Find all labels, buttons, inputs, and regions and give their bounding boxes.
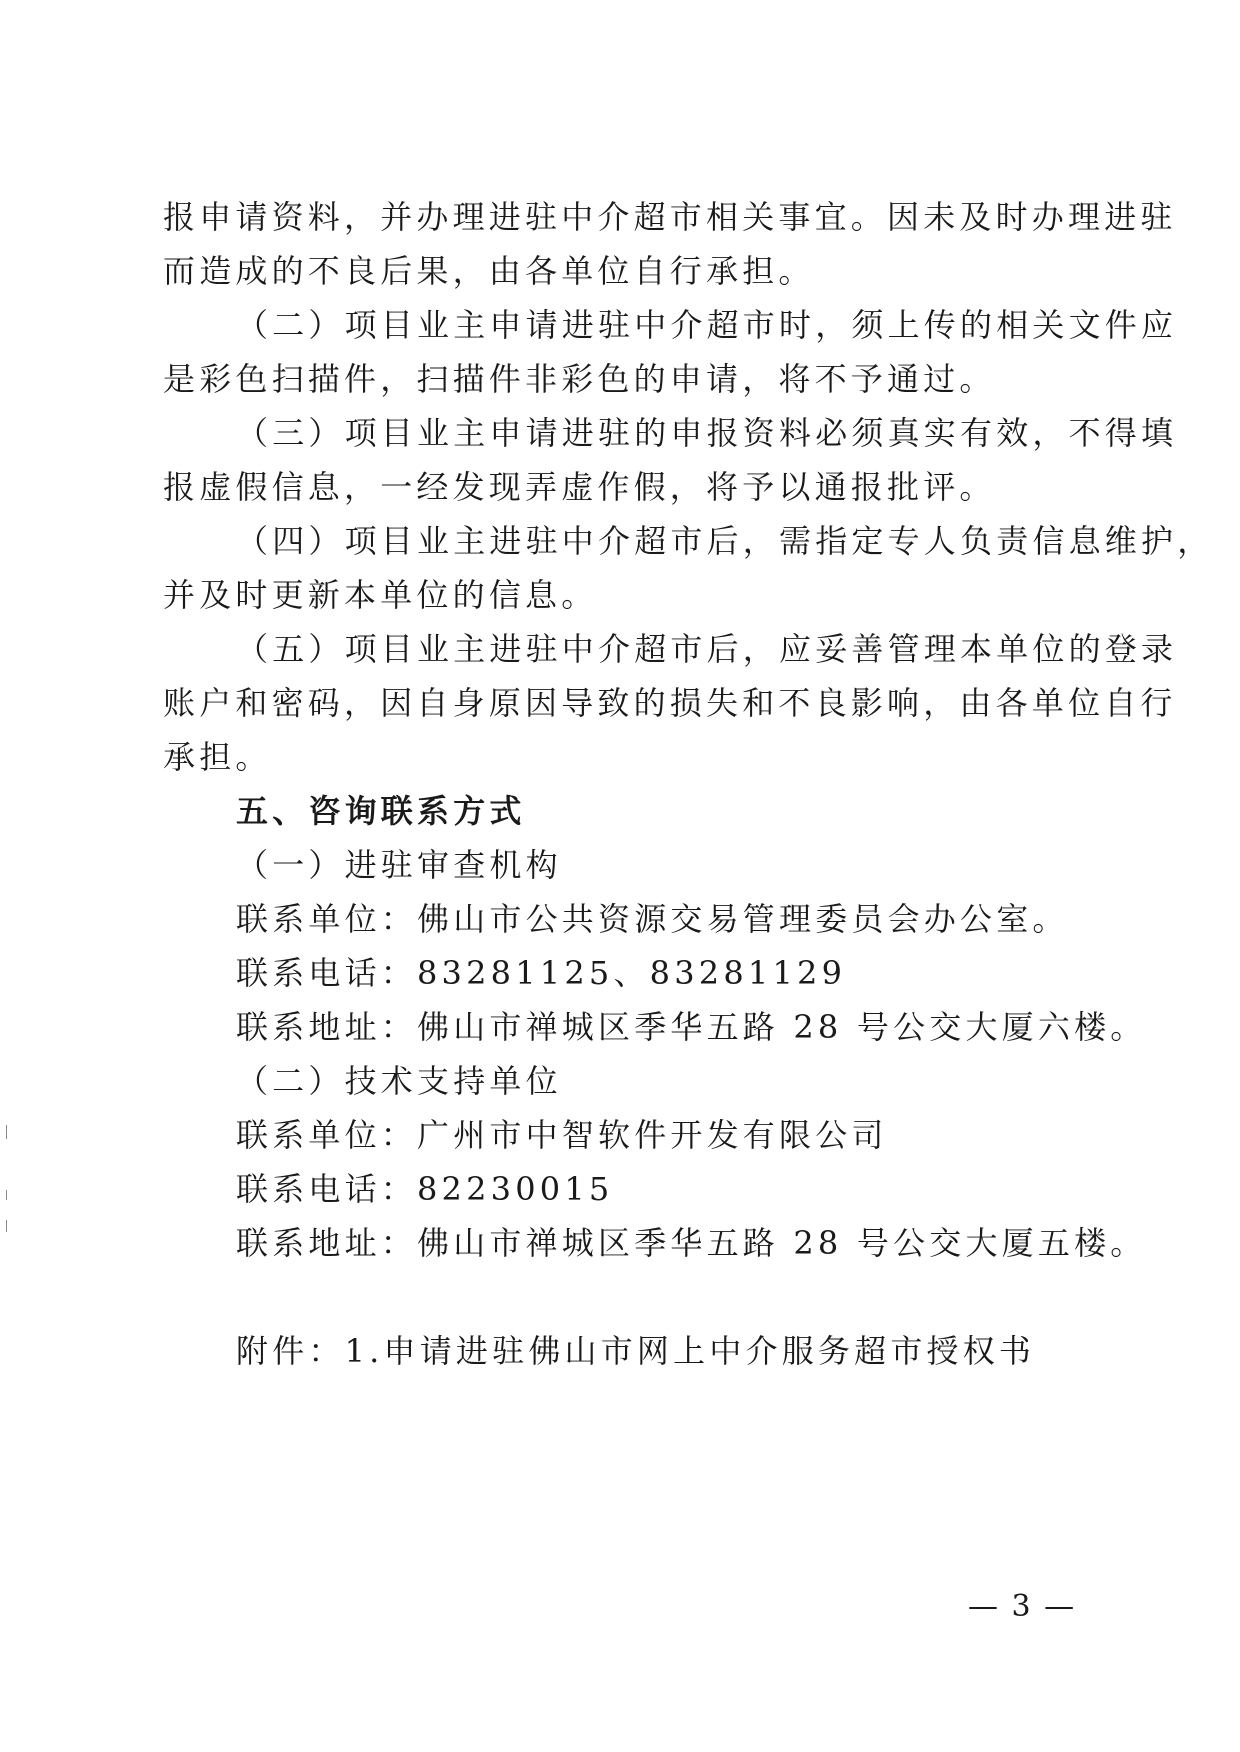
body-text-line: （四）项目业主进驻中介超市后，需指定专人负责信息维护， <box>236 522 1214 560</box>
body-text-line: 报申请资料，并办理进驻中介超市相关事宜。因未及时办理进驻 <box>163 198 1177 236</box>
body-text-line: （三）项目业主申请进驻的申报资料必须真实有效，不得填 <box>236 414 1178 452</box>
body-text-line: 承担。 <box>163 738 272 776</box>
section-heading: 五、咨询联系方式 <box>236 792 526 830</box>
attachment-note: 附件：1.申请进驻佛山市网上中介服务超市授权书 <box>236 1332 1036 1370</box>
contact-phone: 联系电话：82230015 <box>236 1170 614 1208</box>
contact-address: 联系地址：佛山市禅城区季华五路 28 号公交大厦五楼。 <box>236 1224 1147 1262</box>
contact-address: 联系地址：佛山市禅城区季华五路 28 号公交大厦六楼。 <box>236 1008 1147 1046</box>
scan-edge-mark <box>6 1190 7 1200</box>
contact-unit: 联系单位：广州市中智软件开发有限公司 <box>236 1116 888 1154</box>
body-text-line: 而造成的不良后果，由各单位自行承担。 <box>163 252 815 290</box>
body-text-line: 并及时更新本单位的信息。 <box>163 576 598 614</box>
sub-heading: （一）进驻审查机构 <box>236 846 562 884</box>
contact-unit: 联系单位：佛山市公共资源交易管理委员会办公室。 <box>236 900 1069 938</box>
sub-heading: （二）技术支持单位 <box>236 1062 562 1100</box>
body-text-line: （二）项目业主申请进驻中介超市时，须上传的相关文件应 <box>236 306 1178 344</box>
body-text-line: 报虚假信息，一经发现弄虚作假，将予以通报批评。 <box>163 468 996 506</box>
scan-edge-mark <box>6 1220 7 1232</box>
scan-edge-mark <box>6 1125 7 1139</box>
page-number: — 3 — <box>968 1589 1077 1624</box>
contact-phone: 联系电话：83281125、83281129 <box>236 954 847 992</box>
body-text-line: （五）项目业主进驻中介超市后，应妥善管理本单位的登录 <box>236 630 1178 668</box>
body-text-line: 账户和密码，因自身原因导致的损失和不良影响，由各单位自行 <box>163 684 1177 722</box>
body-text-line: 是彩色扫描件，扫描件非彩色的申请，将不予通过。 <box>163 360 996 398</box>
